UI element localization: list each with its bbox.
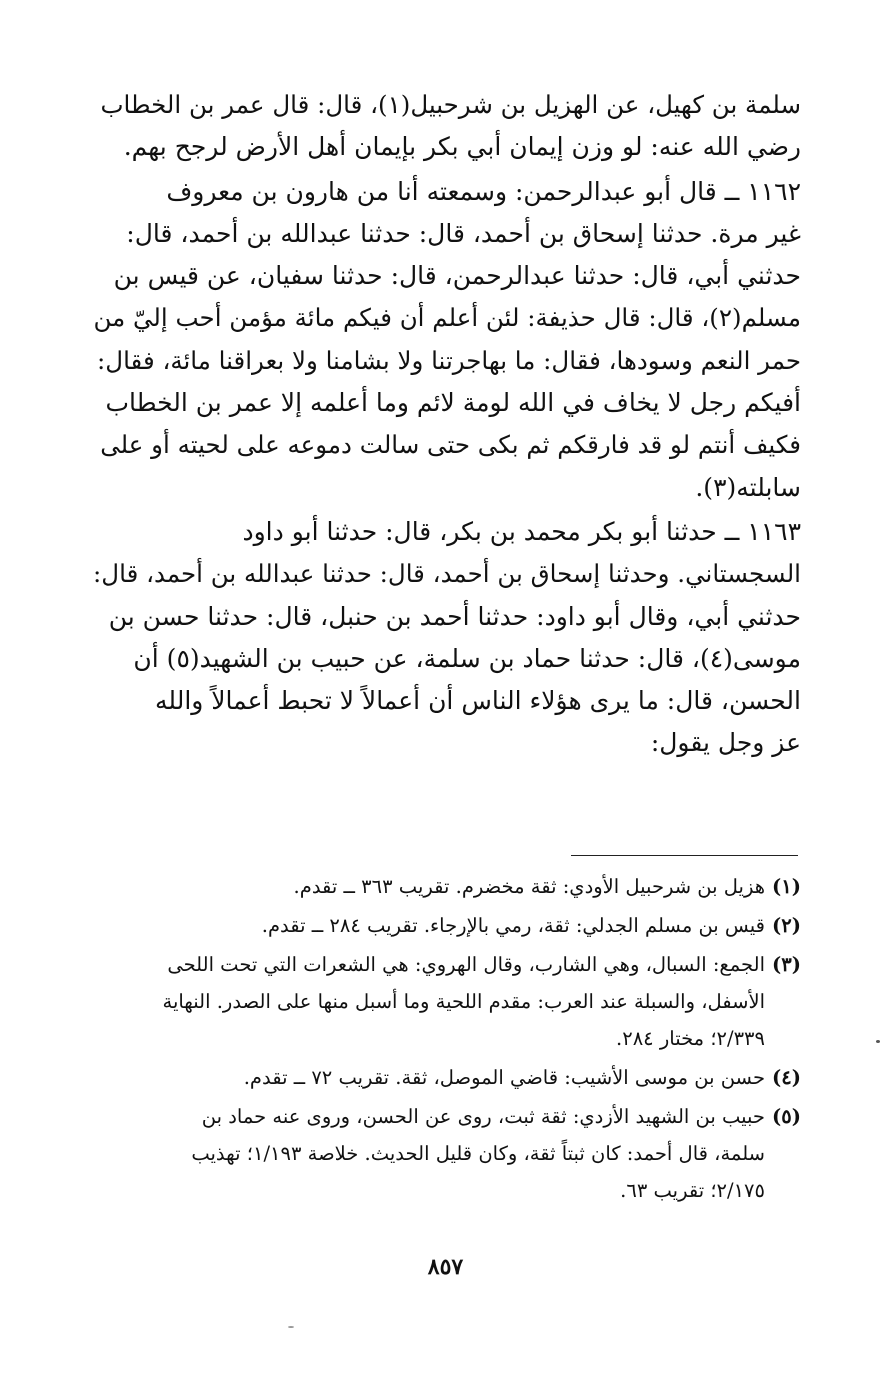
paragraph-continuation — [89, 84, 801, 169]
footnote-number: (١) — [772, 875, 801, 898]
scan-speck — [288, 1326, 294, 1328]
main-text — [89, 84, 801, 765]
text-line: حدثني أبي، قال: حدثنا عبدالرحمن، قال: حدثنا سفيان، عن قيس بن — [113, 261, 801, 291]
text-line: غير مرة. حدثنا إسحاق بن أحمد، قال: حدثنا عبدالله بن أحمد، قال: — [126, 218, 801, 248]
text-line: رضي الله عنه: لو وزن إيمان أبي بكر بإيمان أهل الأرض لرجح بهم. — [123, 132, 801, 162]
footnote-line: الأسفل، والسبلة عند العرب: مقدم اللحية وما أسبل منها على الصدر. النهاية — [162, 990, 765, 1013]
footnote-text — [89, 1098, 765, 1209]
text-line: ١١٦٣ ــ حدثنا أبو بكر محمد بن بكر، قال: حدثنا أبو داود — [242, 516, 801, 546]
footnote-text — [89, 1059, 765, 1096]
footnote-text — [89, 907, 765, 944]
footnote-line: ٢/١٧٥؛ تقريب ٦٣. — [620, 1179, 765, 1202]
text-line: السجستاني. وحدثنا إسحاق بن أحمد، قال: حدثنا عبدالله بن أحمد، قال: — [93, 559, 801, 589]
footnote-3 — [89, 946, 801, 1057]
footnote-1 — [89, 868, 801, 905]
text-line: عز وجل يقول: — [650, 728, 801, 758]
footnote-line: حبيب بن الشهيد الأزدي: ثقة ثبت، روى عن الحسن، وروى عنه حماد بن — [201, 1105, 765, 1128]
footnote-number: (٣) — [772, 953, 801, 976]
footnote-text — [89, 946, 765, 1057]
footnote-line: ٢/٣٣٩؛ مختار ٢٨٤. — [616, 1027, 765, 1050]
footnote-line: سلمة، قال أحمد: كان ثبتاً ثقة، وكان قليل الحديث. خلاصة ١/١٩٣؛ تهذيب — [191, 1142, 765, 1165]
text-line: سلمة بن كهيل، عن الهزيل بن شرحبيل(١)، قال: قال عمر بن الخطاب — [100, 90, 801, 119]
footnote-text — [89, 868, 765, 905]
scan-speck — [876, 1040, 880, 1043]
text-line: ١١٦٢ ــ قال أبو عبدالرحمن: وسمعته أنا من هارون بن معروف — [166, 176, 801, 206]
page-number: ٨٥٧ — [427, 1254, 464, 1280]
footnote-number: (٥) — [772, 1105, 801, 1128]
footnote-separator — [571, 855, 798, 856]
footnote-number: (٢) — [772, 914, 801, 937]
text-line: سابلته(٣). — [695, 472, 801, 502]
text-line: حدثني أبي، وقال أبو داود: حدثنا أحمد بن حنبل، قال: حدثنا حسن بن — [108, 601, 801, 631]
footnote-5 — [89, 1098, 801, 1209]
footnote-number: (٤) — [772, 1066, 801, 1089]
footnote-4 — [89, 1059, 801, 1096]
footnote-line: قيس بن مسلم الجدلي: ثقة، رمي بالإرجاء. تقريب ٢٨٤ ــ تقدم. — [261, 914, 765, 937]
paragraph-hadith-1162 — [89, 171, 801, 509]
footnote-line: هزيل بن شرحبيل الأودي: ثقة مخضرم. تقريب ٣٦٣ ــ تقدم. — [293, 875, 765, 898]
text-line: أفيكم رجل لا يخاف في الله لومة لائم وما أعلمه إلا عمر بن الخطاب — [105, 388, 801, 418]
text-line: موسى(٤)، قال: حدثنا حماد بن سلمة، عن حبيب بن الشهيد(٥) أن — [133, 643, 801, 673]
footnote-2 — [89, 907, 801, 944]
text-line: فكيف أنتم لو قد فارقكم ثم بكى حتى سالت دموعه على لحيته أو على — [100, 430, 801, 460]
text-line: الحسن، قال: ما يرى هؤلاء الناس أن أعمالاً لا تحبط أعمالاً والله — [155, 686, 801, 716]
text-line: مسلم(٢)، قال: قال حذيفة: لئن أعلم أن فيكم مائة مؤمن أحب إليّ من — [93, 303, 801, 333]
footnotes — [89, 868, 801, 1211]
text-line: حمر النعم وسودها، فقال: ما بهاجرتنا ولا بشامنا ولا بعراقنا مائة، فقال: — [97, 345, 801, 375]
footnote-line: الجمع: السبال، وهي الشارب، وقال الهروي: هي الشعرات التي تحت اللحى — [167, 953, 765, 976]
paragraph-hadith-1163 — [89, 511, 801, 765]
footnote-line: حسن بن موسى الأشيب: قاضي الموصل، ثقة. تقريب ٧٢ ــ تقدم. — [243, 1066, 765, 1089]
